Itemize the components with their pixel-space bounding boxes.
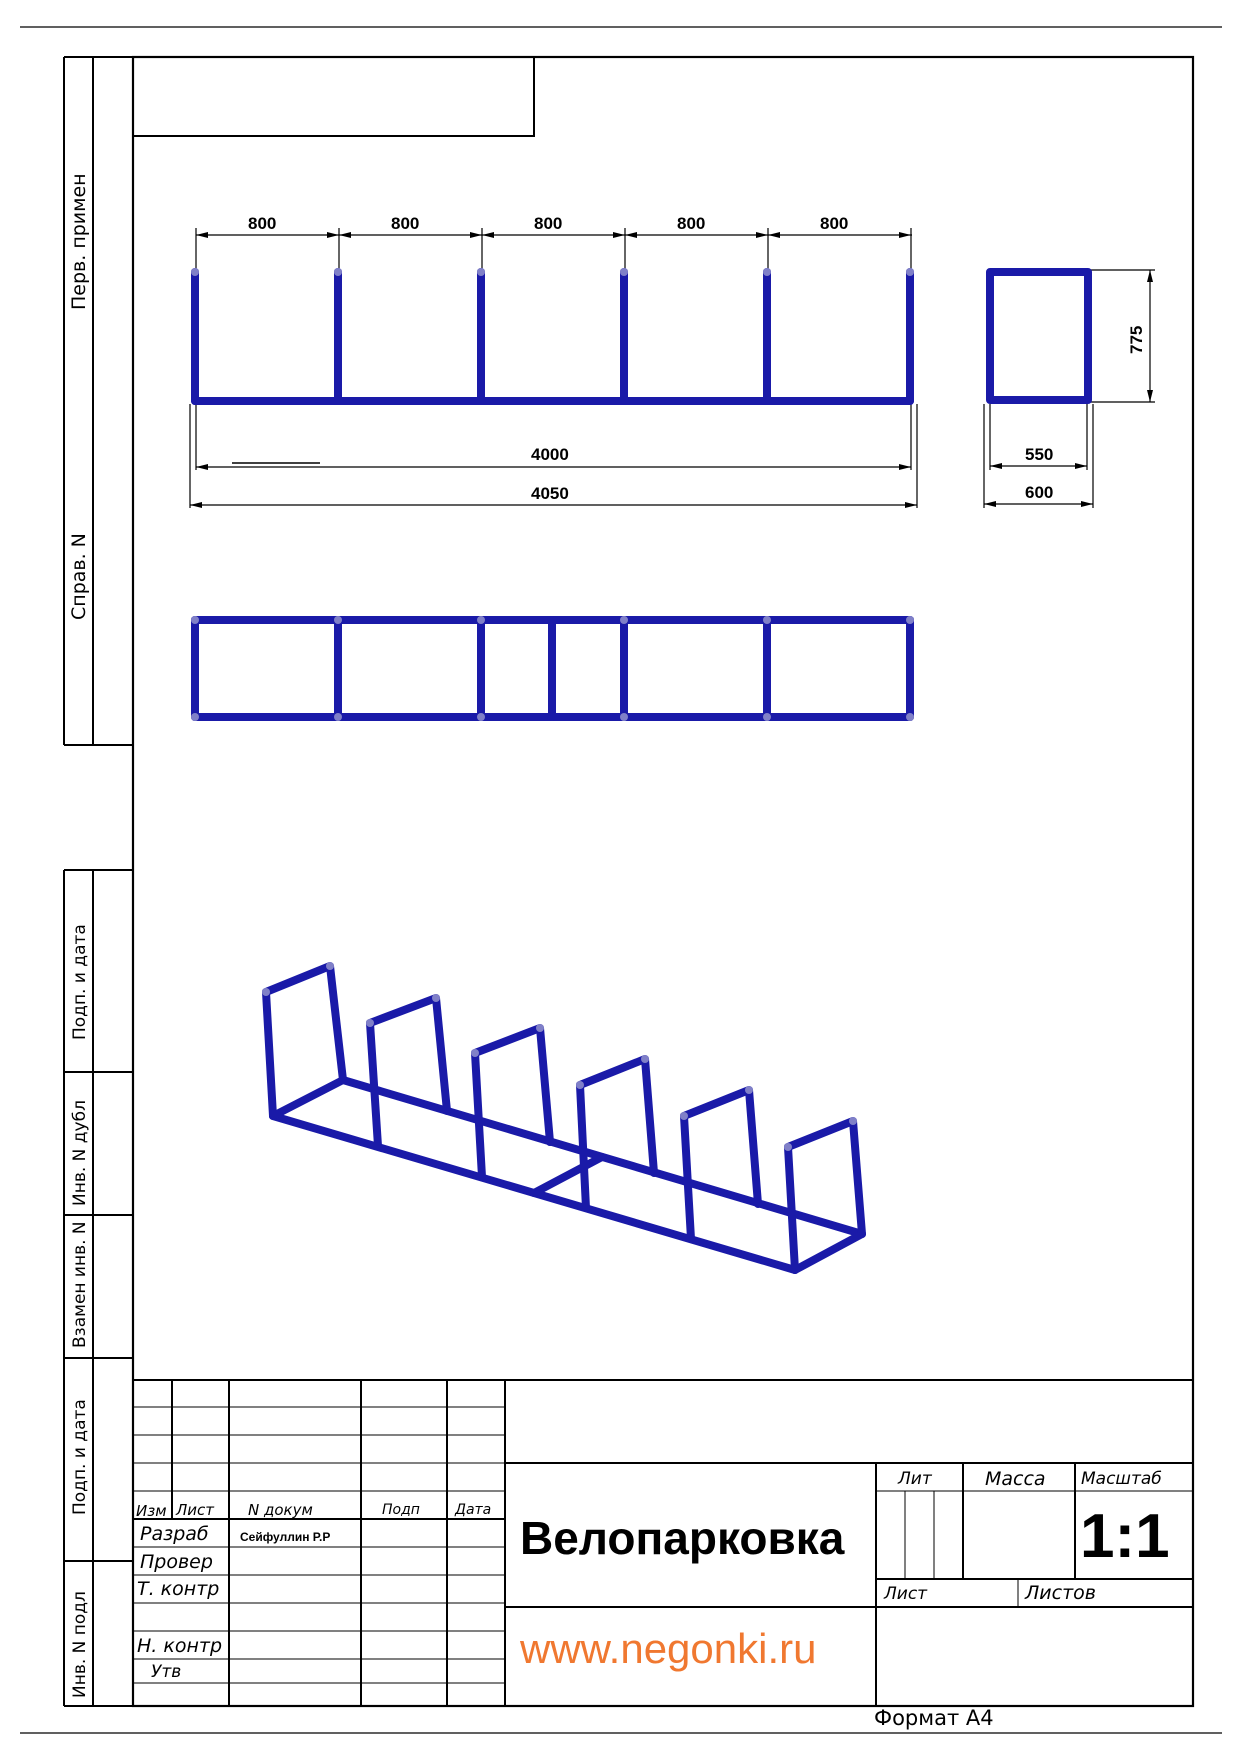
website-link[interactable]: www.negonki.ru bbox=[520, 1625, 817, 1672]
side-label-inv-n-dubl: Инв. N дубл bbox=[70, 1100, 90, 1206]
dim-segment-5: 800 bbox=[820, 214, 849, 233]
side-label-perv-primen: Перв. примен bbox=[68, 173, 90, 310]
col-izm: Изм bbox=[136, 1502, 167, 1520]
dim-overall-inner: 4000 bbox=[531, 445, 569, 464]
dim-segment-4: 800 bbox=[677, 214, 706, 233]
lit-label: Лит bbox=[898, 1469, 932, 1489]
drawing-title: Велопарковка bbox=[520, 1512, 845, 1564]
front-view bbox=[190, 228, 917, 508]
side-label-podp-data-2: Подп. и дата bbox=[70, 1399, 90, 1515]
main-frame bbox=[133, 57, 1193, 1706]
row-t-kontr: Т. контр bbox=[137, 1578, 220, 1600]
col-n-dokum: N докум bbox=[248, 1501, 313, 1519]
dim-overall-outer: 4050 bbox=[531, 484, 569, 503]
col-list: Лист bbox=[176, 1501, 215, 1519]
dim-side-height: 775 bbox=[1127, 325, 1146, 354]
sheets-label: Листов bbox=[1025, 1582, 1096, 1604]
sheet-label: Лист bbox=[884, 1584, 928, 1604]
masshtab-label: Масштаб bbox=[1081, 1469, 1162, 1489]
format-label: Формат А4 bbox=[874, 1706, 994, 1730]
dim-segment-2: 800 bbox=[391, 214, 420, 233]
scale-value: 1:1 bbox=[1080, 1502, 1170, 1571]
row-n-kontr: Н. контр bbox=[137, 1635, 223, 1657]
side-column-upper bbox=[64, 57, 133, 745]
dim-segment-1: 800 bbox=[248, 214, 277, 233]
col-podp: Подп bbox=[382, 1502, 420, 1518]
massa-label: Масса bbox=[985, 1468, 1046, 1490]
razrab-name: Сейфуллин Р.Р bbox=[240, 1530, 331, 1544]
side-label-sprav-n: Справ. N bbox=[68, 533, 90, 620]
col-data: Дата bbox=[455, 1502, 492, 1518]
side-label-inv-n-podl: Инв. N подл bbox=[70, 1591, 90, 1698]
top-view bbox=[191, 616, 914, 721]
dim-side-width-inner: 550 bbox=[1025, 445, 1054, 464]
dim-side-width-outer: 600 bbox=[1025, 483, 1054, 502]
row-razrab: Разраб bbox=[140, 1523, 209, 1545]
side-label-vzamen-inv-n: Взамен инв. N bbox=[70, 1221, 90, 1348]
side-view bbox=[984, 270, 1155, 508]
row-utv: Утв bbox=[151, 1662, 182, 1682]
isometric-view bbox=[262, 962, 862, 1270]
dim-segment-3: 800 bbox=[534, 214, 563, 233]
row-prover: Провер bbox=[140, 1551, 213, 1573]
top-left-box bbox=[133, 57, 534, 136]
side-label-podp-data-1: Подп. и дата bbox=[70, 924, 90, 1040]
